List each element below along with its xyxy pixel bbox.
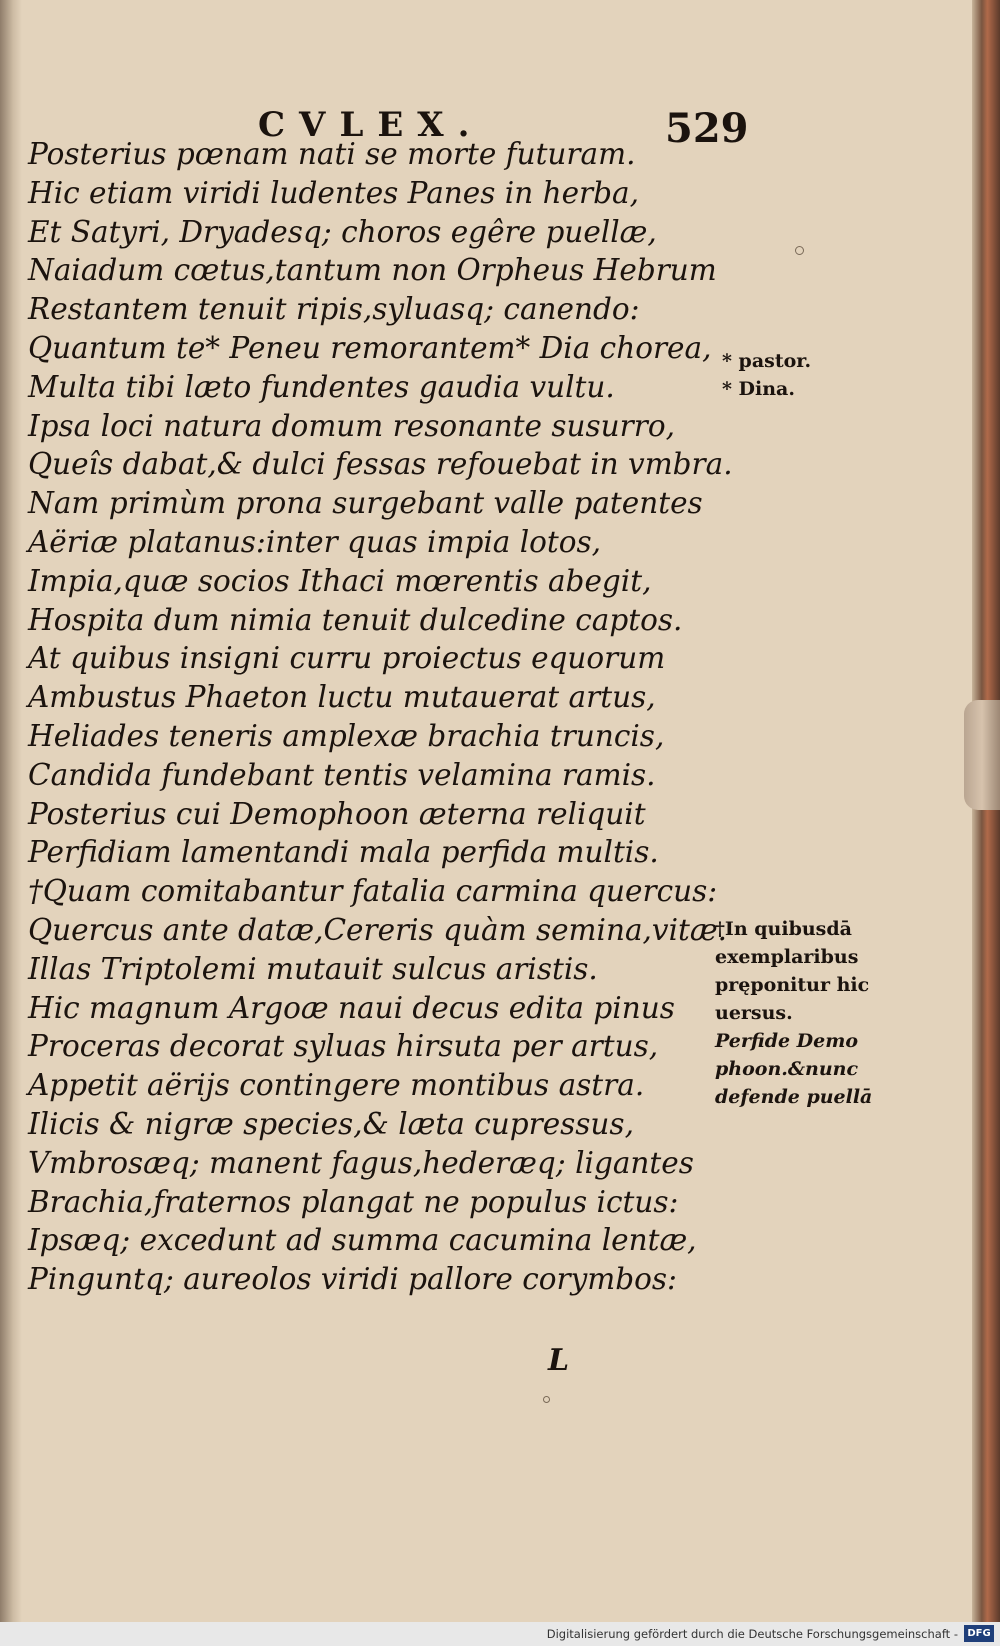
verse-line: Hospita dum nimia tenuit dulcedine captos. <box>28 602 683 637</box>
page-gutter <box>0 0 22 1646</box>
verse-line: Illas Triptolemi mutauit sulcus aristis. <box>28 951 598 986</box>
verse-line: Brachia,fraternos plangat ne populus ictus: <box>28 1184 679 1219</box>
dfg-logo-icon[interactable]: DFG <box>964 1625 994 1642</box>
margin-note-line: defende puellā <box>715 1086 873 1108</box>
verse-line: Ambustus Phaeton luctu mutauerat artus, <box>28 680 656 715</box>
verse-line: Appetit aërijs contingere montibus astra. <box>28 1068 645 1103</box>
margin-note-line: Perfide Demo <box>715 1030 859 1052</box>
margin-note-line: phoon.&nunc <box>715 1058 859 1080</box>
margin-note-line: exemplaribus <box>715 946 859 968</box>
margin-note-line: * Dina. <box>722 378 795 400</box>
verse-line: Vmbrosæq; manent fagus,hederæq; ligantes <box>28 1145 694 1180</box>
ink-dot-mark <box>795 246 804 255</box>
verse-line: At quibus insigni curru proiectus equorum <box>28 641 666 676</box>
signature-mark: L <box>548 1343 570 1378</box>
verse-line: Posterius pœnam nati se morte futuram. <box>28 137 636 171</box>
running-head: CVLEX. <box>258 105 484 145</box>
margin-note-variant <box>715 915 885 1111</box>
margin-note-line: †In quibusdā <box>715 918 852 940</box>
verse-line: Impia,quæ socios Ithaci mœrentis abegit, <box>28 563 652 598</box>
verse-line: Nam primùm prona surgebant valle patentes <box>28 486 703 521</box>
verse-line: Aëriæ platanus:inter quas impia lotos, <box>28 524 602 559</box>
ink-dot-mark <box>543 1396 550 1403</box>
verse-line: Pinguntq; aureolos viridi pallore corymbos: <box>28 1262 677 1297</box>
book-edge <box>972 0 1000 1646</box>
verse-line: Perfidiam lamentandi mala perfida multis. <box>28 835 659 870</box>
verse-line: Et Satyri, Dryadesq; choros egêre puellæ, <box>28 214 657 249</box>
verse-line: Heliades teneris amplexæ brachia truncis, <box>28 718 665 753</box>
margin-note-line: pręponitur hic <box>715 974 870 996</box>
footer-credit: Digitalisierung gefördert durch die Deutsche Forschungsgemeinschaft - <box>546 1627 958 1641</box>
page-clip-tab <box>964 700 1000 810</box>
margin-note-line: uersus. <box>715 1002 793 1024</box>
verse-line: Ilicis & nigræ species,& læta cupressus, <box>28 1106 634 1141</box>
verse-line: †Quam comitabantur fatalia carmina quercus: <box>28 874 718 909</box>
verse-line: Multa tibi læto fundentes gaudia vultu. <box>28 369 615 404</box>
verse-line: Candida fundebant tentis velamina ramis. <box>28 757 656 792</box>
verse-line: Posterius cui Demophoon æterna reliquit <box>28 796 646 831</box>
verse-line: Naiadum cœtus,tantum non Orpheus Hebrum <box>28 253 717 288</box>
digitization-footer <box>0 1622 1000 1646</box>
verse-line: Queîs dabat,& dulci fessas refouebat in vmbra. <box>28 447 733 482</box>
verse-line: Ipsæq; excedunt ad summa cacumina lentæ, <box>28 1223 697 1258</box>
page-number: 529 <box>665 105 749 152</box>
verse-text <box>28 135 733 1299</box>
margin-note-line: * pastor. <box>722 350 812 372</box>
verse-line: Proceras decorat syluas hirsuta per artus, <box>28 1029 659 1064</box>
margin-note-gloss <box>722 347 811 403</box>
verse-line: Hic magnum Argoæ naui decus edita pinus <box>28 990 675 1025</box>
verse-line: Quantum te* Peneu remorantem* Dia chorea, <box>28 330 712 365</box>
verse-line: Restantem tenuit ripis,syluasq; canendo: <box>28 292 640 327</box>
verse-line: Ipsa loci natura domum resonante susurro, <box>28 408 675 443</box>
verse-line: Quercus ante datæ,Cereris quàm semina,vitæ. <box>28 912 727 947</box>
verse-line: Hic etiam viridi ludentes Panes in herba, <box>28 175 639 210</box>
